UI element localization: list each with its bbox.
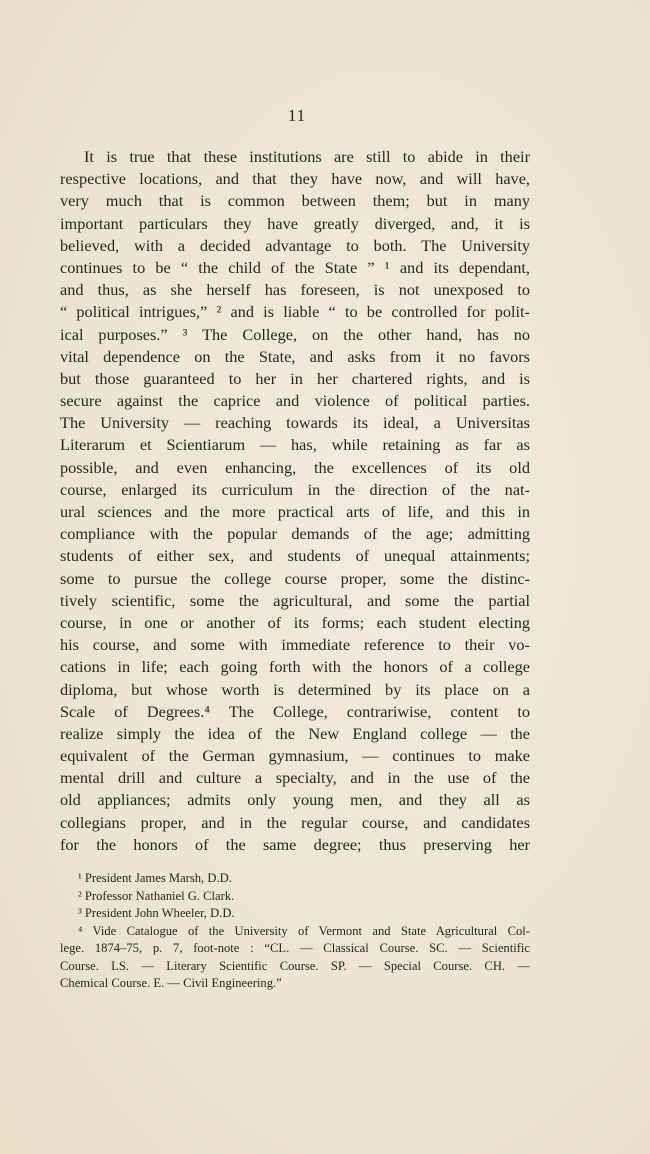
- footnote-line: ¹ President James Marsh, D.D.: [78, 871, 232, 885]
- body-line: compliance with the popular demands of the age; admitting: [60, 524, 530, 544]
- body-line: secure against the caprice and violence of political parties.: [60, 391, 530, 411]
- body-line: cations in life; each going forth with the honors of a college: [60, 657, 530, 677]
- page-number: 11: [287, 106, 307, 125]
- body-line: mental drill and culture a specialty, and in the use of the: [60, 768, 530, 788]
- body-line: tively scientific, some the agricultural, and some the partial: [60, 590, 530, 610]
- body-line: ical purposes.” ³ The College, on the other hand, has no: [60, 324, 530, 344]
- body-text: [60, 146, 530, 856]
- body-line: course, enlarged its curriculum in the direction of the nat-: [60, 479, 530, 499]
- body-line: equivalent of the German gymnasium, — continues to make: [60, 746, 530, 766]
- body-line: It is true that these institutions are still to abide in their: [84, 147, 530, 166]
- footnote-line: ² Professor Nathaniel G. Clark.: [78, 888, 235, 903]
- body-line: ural sciences and the more practical arts of life, and this in: [60, 502, 530, 521]
- body-line: important particulars they have greatly diverged, and, it is: [60, 213, 530, 233]
- body-line: possible, and even enhancing, the excellences of its old: [60, 457, 530, 477]
- body-line: his course, and some with immediate reference to their vo-: [60, 635, 530, 655]
- body-line: very much that is common between them; but in many: [60, 191, 530, 211]
- body-line: old appliances; admits only young men, and they all as: [60, 790, 530, 810]
- footnote-line: Chemical Course. E. — Civil Engineering.”: [60, 976, 282, 990]
- footnote-line: ⁴ Vide Catalogue of the University of Vermont and State Agricultural Col-: [78, 923, 530, 938]
- body-line: some to pursue the college course proper, some the distinc-: [60, 568, 530, 588]
- footnote-line: lege. 1874–75, p. 7, foot-note : “CL. — Classical Course. SC. — Scientific: [60, 941, 530, 955]
- body-line: realize simply the idea of the New England college — the: [60, 723, 530, 743]
- body-line: course, in one or another of its forms; each student electing: [60, 612, 530, 632]
- body-line: The University — reaching towards its ideal, a Universitas: [60, 413, 530, 433]
- body-line: for the honors of the same degree; thus preserving her: [60, 834, 530, 854]
- body-line: Literarum et Scientiarum — has, while retaining as far as: [60, 435, 530, 455]
- footnote-line: Course. LS. — Literary Scientific Course. SP. — Special Course. CH. —: [60, 958, 530, 973]
- body-line: respective locations, and that they have now, and will have,: [60, 169, 530, 189]
- body-line: but those guaranteed to her in her chartered rights, and is: [60, 368, 530, 388]
- footnotes: [60, 870, 530, 993]
- body-line: vital dependence on the State, and asks from it no favors: [60, 346, 530, 366]
- footnote-line: ³ President John Wheeler, D.D.: [78, 906, 235, 920]
- body-line: and thus, as she herself has foreseen, is not unexposed to: [60, 280, 530, 300]
- body-line: collegians proper, and in the regular course, and candidates: [60, 812, 530, 832]
- body-line: students of either sex, and students of unequal attainments;: [60, 546, 530, 566]
- body-line: continues to be “ the child of the State ” ¹ and its dependant,: [60, 257, 530, 277]
- body-line: Scale of Degrees.⁴ The College, contrariwise, content to: [60, 701, 530, 721]
- body-line: “ political intrigues,” ² and is liable “ to be controlled for polit-: [60, 302, 530, 322]
- body-line: diploma, but whose worth is determined by its place on a: [60, 679, 530, 699]
- body-line: believed, with a decided advantage to both. The University: [60, 235, 530, 255]
